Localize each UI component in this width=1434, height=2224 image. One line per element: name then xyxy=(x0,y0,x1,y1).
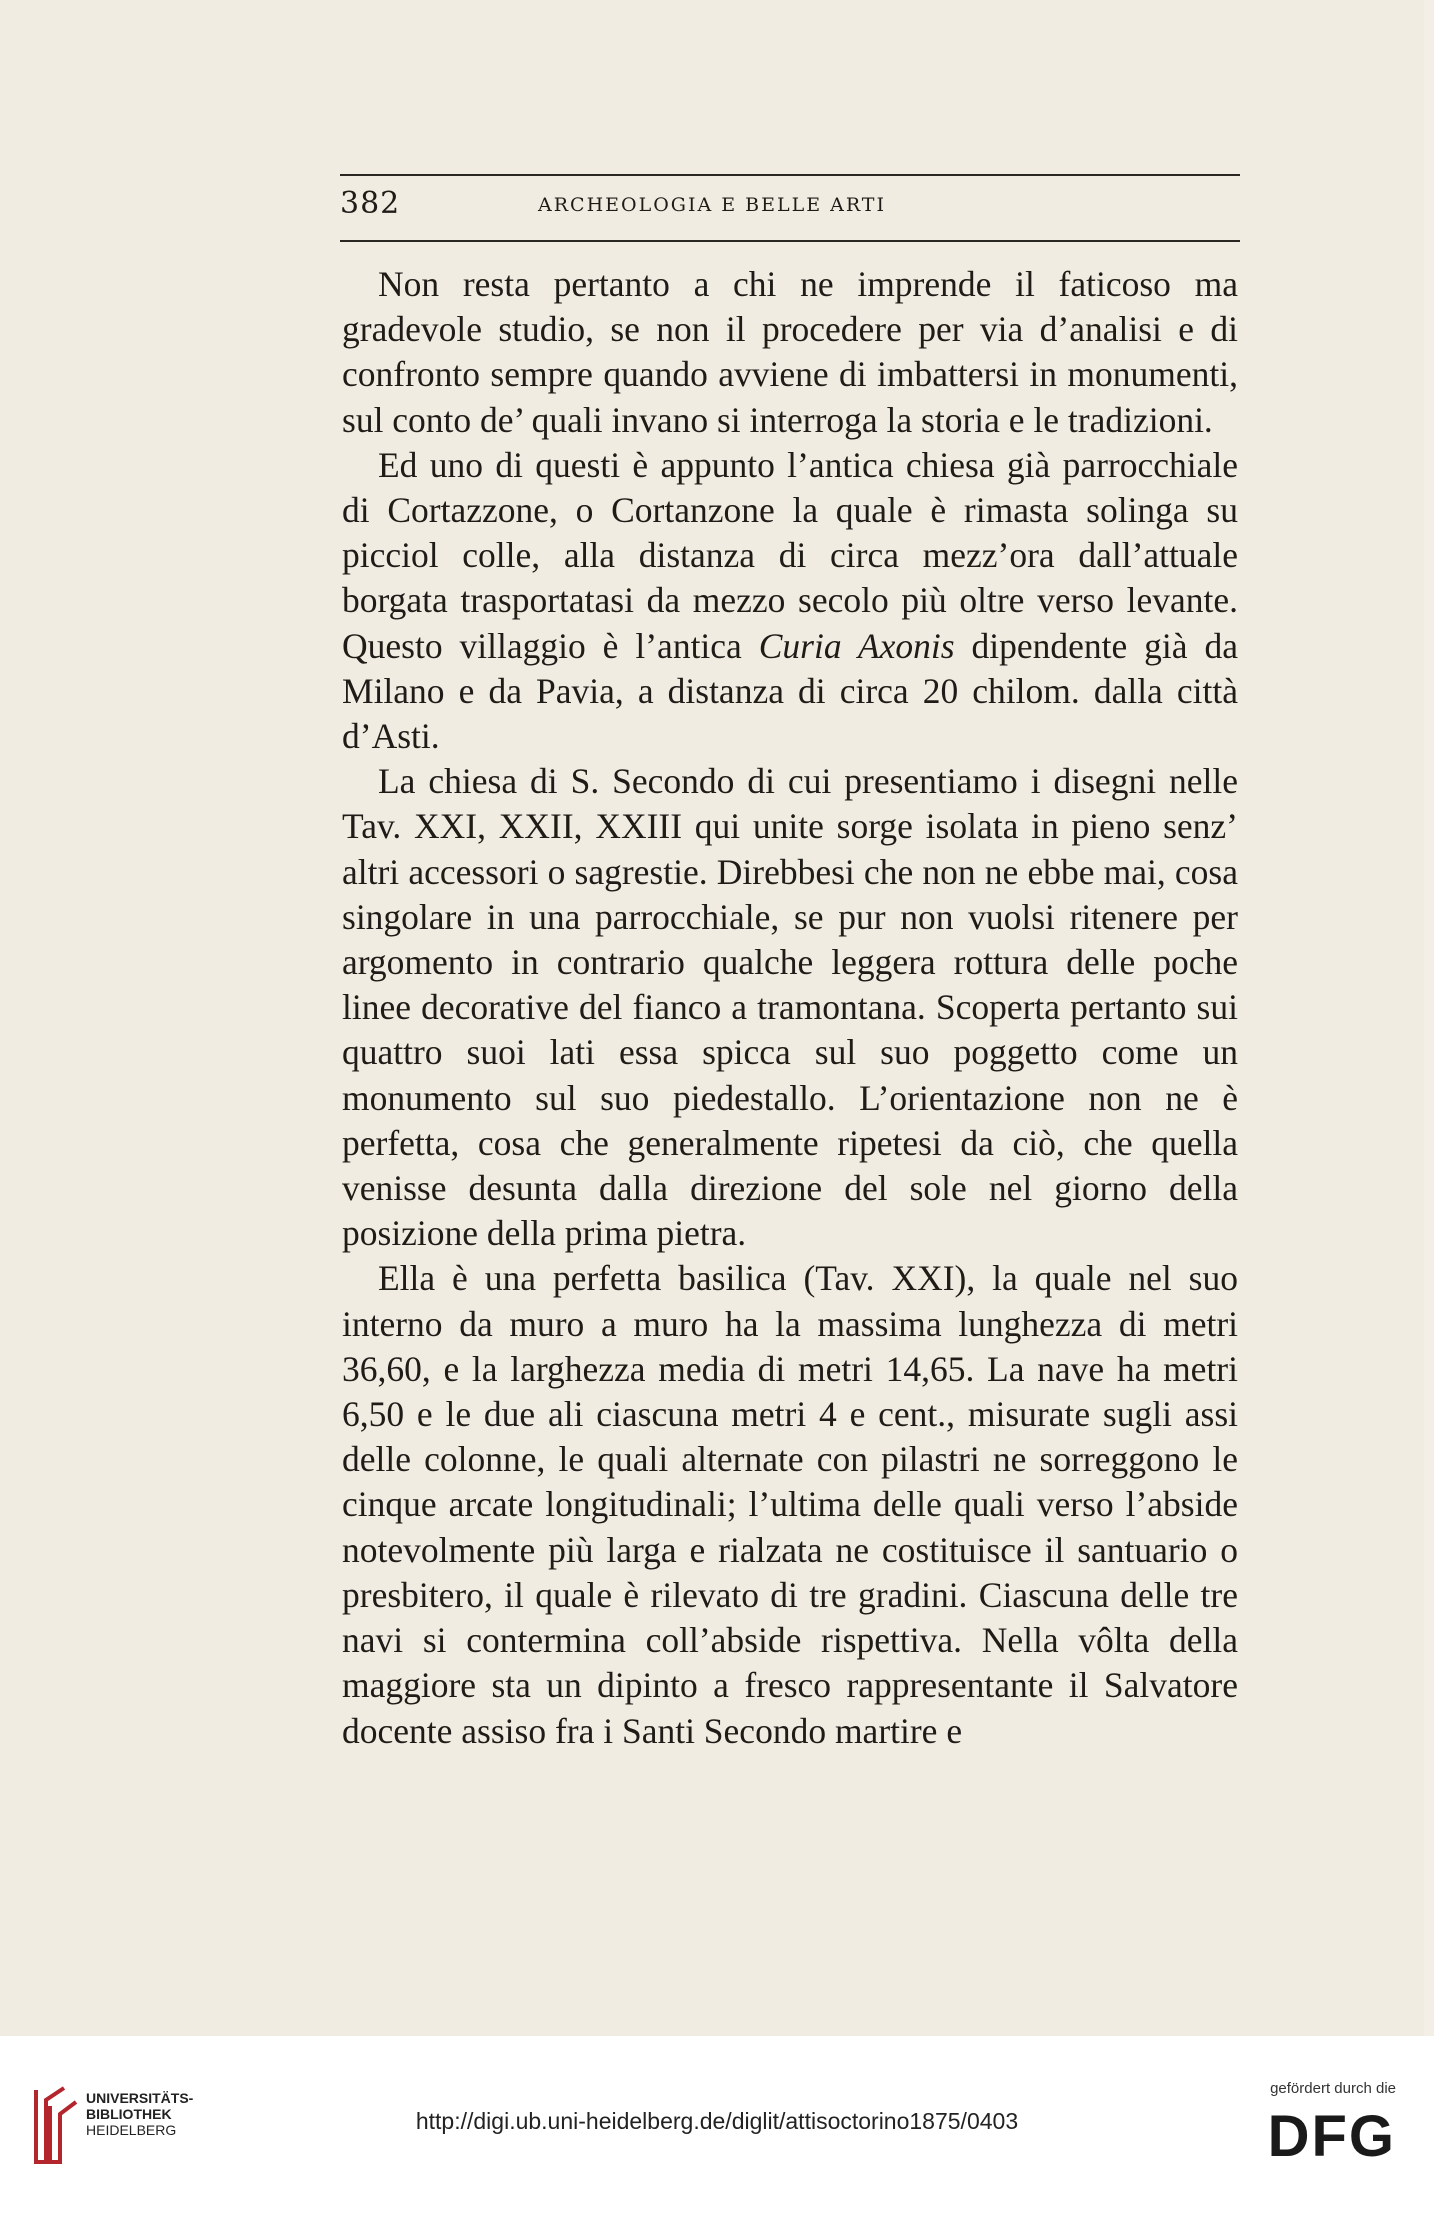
header-rule-bottom xyxy=(340,240,1240,242)
paragraph-4: Ella è una perfetta basilica (Tav. XXI), la quale nel suo interno da muro a muro ha la massima lunghezza di metri 36,60, e la larghezza media di metri 14,65. La nave ha metri 6,50 e le due ali ciascuna metri 4 e cent., misurate sugli assi delle colonne, le quali alternate con pilastri ne sorreggono le cinque arcate longitudinali; l’ultima delle quali verso l’abside notevolmente più larga e rialzata ne costituisce il santuario o presbitero, il quale è rilevato di tre gradini. Ciascuna delle tre navi si contermina coll’abside rispettiva. Nella vôlta della maggiore sta un dipinto a fresco rappresentante il Salvatore docente assiso fra i Santi Secondo martire e xyxy=(342,1258,1238,1751)
library-line-1: UNIVERSITÄTS- xyxy=(86,2090,194,2106)
paragraph-3: La chiesa di S. Secondo di cui presentiamo i disegni nelle Tav. XXI, XXII, XXIII qui unite sorge isolata in pieno senz’ altri accessori o sagrestie. Direbbesi che non ne ebbe mai, cosa singolare in una parrocchiale, se pur non vuolsi ritenere per argomento in contrario qualche leggera rottura delle poche linee decorative del fianco a tramontana. Scoperta pertanto sui quattro suoi lati essa spicca sul suo poggetto come un monumento sul suo piedestallo. L’orientazione non ne è perfetta, cosa che generalmente ripetesi da ciò, che quella venisse desunta dalla direzione del sole nel giorno della posizione della prima pietra. xyxy=(342,761,1238,1254)
paragraph-2-italic: Curia Axonis xyxy=(758,625,955,666)
funding-caption: gefördert durch die xyxy=(1270,2080,1396,2097)
paragraph-2 xyxy=(342,443,1238,759)
running-head: ARCHEOLOGIA E BELLE ARTI xyxy=(538,194,886,216)
dfg-logo: DFG xyxy=(1267,2104,1396,2169)
paragraph-2-text-a: Ed uno di questi è appunto l’antica chiesa già parrocchiale di Cortazzone, o Cortanzone la quale è rimasta solinga su picciol colle, alla distanza di circa mezz’ora dall’attuale borgata trasportatasi da mezzo secolo più oltre verso levante. Questo villaggio è l’antica xyxy=(342,444,1238,666)
library-line-2: BIBLIOTHEK xyxy=(86,2106,172,2122)
paragraph-2-text-b: dipendente già da Milano e da Pavia, a distanza di circa 20 chilom. dalla città d’Asti. xyxy=(342,625,1238,757)
viewer-footer xyxy=(0,2036,1434,2224)
permalink-url[interactable]: http://digi.ub.uni-heidelberg.de/diglit/attisoctorino1875/0403 xyxy=(415,2108,1019,2134)
header-rule-top xyxy=(340,174,1240,176)
page-number: 382 xyxy=(340,186,401,221)
paragraph-1: Non resta pertanto a chi ne imprende il faticoso ma gradevole studio, se non il procedere per via d’analisi e di confronto sempre quando avviene di imbattersi in monumenti, sul conto de’ quali invano si interroga la storia e le tradizioni. xyxy=(342,264,1238,440)
body-text xyxy=(342,262,1238,1754)
library-line-3: HEIDELBERG xyxy=(86,2122,177,2138)
